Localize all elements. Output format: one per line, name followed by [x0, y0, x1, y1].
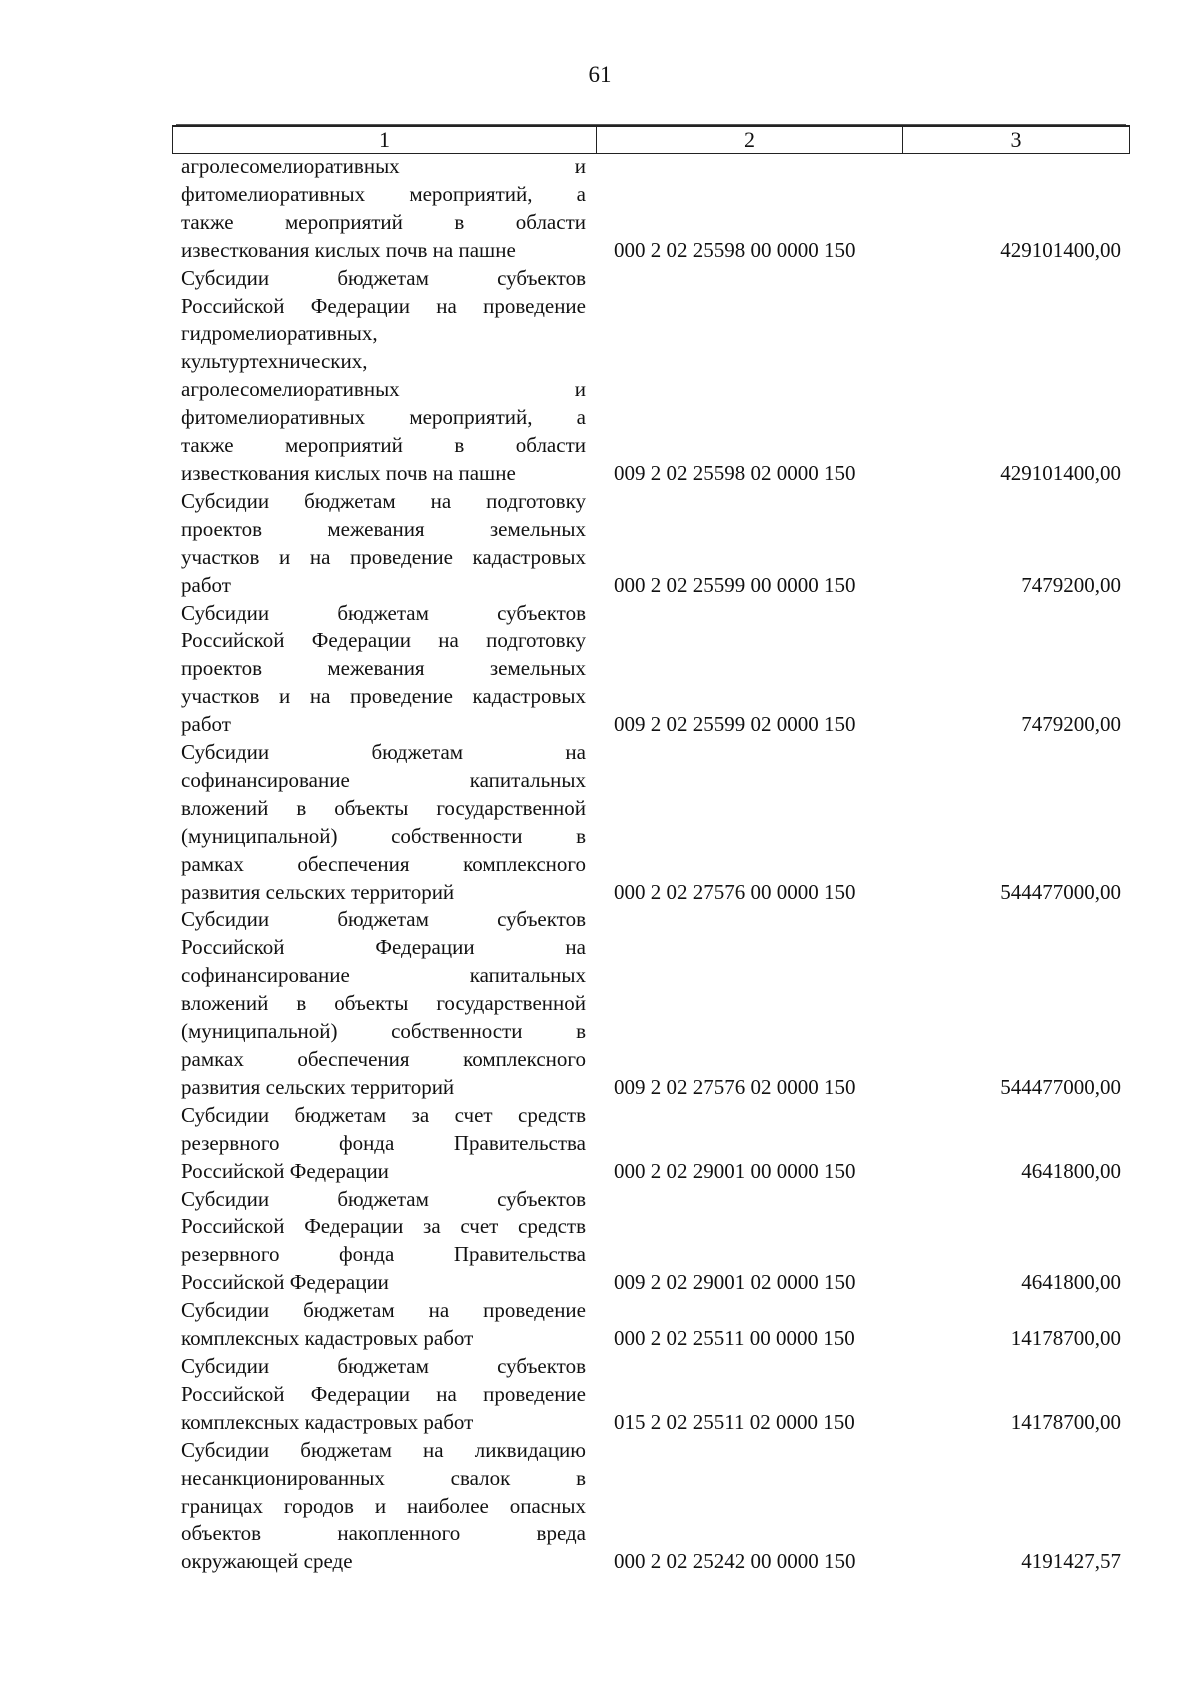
row-budget-code: 000 2 02 25511 00 0000 150 — [614, 1326, 855, 1351]
row-budget-code: 009 2 02 25598 02 0000 150 — [614, 460, 856, 485]
description-line: агролесомелиоративных и — [181, 154, 586, 178]
table-row — [181, 1186, 1121, 1298]
description-line: Субсидии бюджетам субъектов — [181, 265, 586, 290]
description-line: известкования кислых почв на пашне — [181, 237, 516, 262]
table-row — [181, 1437, 1121, 1577]
row-description — [181, 265, 586, 488]
description-line: работ — [181, 712, 231, 737]
description-line: рамках обеспечения комплексного — [181, 851, 586, 876]
row-description — [181, 488, 586, 600]
row-amount: 544477000,00 — [1000, 1074, 1121, 1099]
column-header-1: 1 — [172, 127, 596, 153]
row-budget-code: 000 2 02 25242 00 0000 150 — [614, 1549, 856, 1574]
description-line: рамках обеспечения комплексного — [181, 1047, 586, 1071]
description-line: (муниципальной) собственности в — [181, 1019, 586, 1044]
row-budget-code: 000 2 02 25599 00 0000 150 — [614, 572, 856, 597]
description-line: Российской Федерации на проведение — [181, 1381, 586, 1406]
description-line: участков и на проведение кадастровых — [181, 544, 586, 569]
row-description — [181, 153, 586, 265]
page-number: 61 — [588, 62, 612, 87]
row-description — [181, 1102, 586, 1186]
description-line: работ — [181, 572, 231, 597]
table-row — [181, 153, 1121, 265]
description-line: окружающей среде — [181, 1549, 353, 1574]
description-line: комплексных кадастровых работ — [181, 1409, 474, 1434]
description-line: Субсидии бюджетам на проведение — [181, 1298, 586, 1323]
row-amount: 14178700,00 — [1010, 1409, 1121, 1434]
description-line: Субсидии бюджетам на подготовку — [181, 488, 586, 513]
description-line: проектов межевания земельных — [181, 516, 586, 541]
row-amount: 429101400,00 — [1000, 460, 1121, 485]
description-line: (муниципальной) собственности в — [181, 823, 586, 848]
row-description — [181, 600, 586, 740]
row-description — [181, 739, 586, 906]
row-budget-code: 000 2 02 29001 00 0000 150 — [614, 1158, 856, 1183]
description-line: комплексных кадастровых работ — [181, 1326, 474, 1351]
row-amount: 14178700,00 — [1010, 1326, 1121, 1351]
description-line: софинансирование капитальных — [181, 963, 586, 988]
description-line: проектов межевания земельных — [181, 656, 586, 681]
column-header-2: 2 — [596, 127, 902, 153]
description-line: Субсидии бюджетам на ликвидацию — [181, 1437, 586, 1462]
row-budget-code: 015 2 02 25511 02 0000 150 — [614, 1409, 855, 1434]
description-line: фитомелиоративных мероприятий, а — [181, 181, 586, 206]
description-line: Российской Федерации на подготовку — [181, 628, 586, 653]
row-description — [181, 1297, 586, 1353]
table-row — [181, 739, 1121, 906]
row-amount: 7479200,00 — [1021, 572, 1121, 597]
description-line: Российской Федерации на — [181, 935, 586, 960]
description-line: фитомелиоративных мероприятий, а — [181, 405, 586, 430]
description-line: развития сельских территорий — [181, 879, 455, 904]
row-amount: 7479200,00 — [1021, 712, 1121, 737]
table-row — [181, 1102, 1121, 1186]
description-line: Субсидии бюджетам субъектов — [181, 1186, 586, 1211]
description-line: Российской Федерации на проведение — [181, 293, 586, 318]
row-budget-code: 000 2 02 27576 00 0000 150 — [614, 879, 856, 904]
description-line: развития сельских территорий — [181, 1074, 455, 1099]
row-budget-code: 009 2 02 27576 02 0000 150 — [614, 1074, 856, 1099]
table-row — [181, 1353, 1121, 1437]
description-line: несанкционированных свалок в — [181, 1465, 586, 1490]
row-amount: 4191427,57 — [1021, 1549, 1121, 1574]
description-line: также мероприятий в области — [181, 209, 586, 234]
row-description — [181, 1186, 586, 1298]
description-line: резервного фонда Правительства — [181, 1130, 586, 1155]
description-line: Российской Федерации — [181, 1270, 389, 1295]
description-line: резервного фонда Правительства — [181, 1242, 586, 1267]
description-line: Субсидии бюджетам субъектов — [181, 1353, 586, 1378]
table-row — [181, 1297, 1121, 1353]
row-description — [181, 1353, 586, 1437]
description-line: Субсидии бюджетам субъектов — [181, 600, 586, 625]
description-line: культуртехнических, — [181, 349, 368, 374]
description-line: вложений в объекты государственной — [181, 991, 586, 1016]
row-budget-code: 009 2 02 25599 02 0000 150 — [614, 712, 856, 737]
column-header-3: 3 — [902, 127, 1130, 153]
description-line: известкования кислых почв на пашне — [181, 460, 516, 485]
description-line: также мероприятий в области — [181, 433, 586, 458]
row-amount: 4641800,00 — [1021, 1158, 1121, 1183]
description-line: Российской Федерации за счет средств — [181, 1214, 586, 1239]
description-line: объектов накопленного вреда — [181, 1521, 586, 1546]
row-amount: 4641800,00 — [1021, 1270, 1121, 1295]
budget-table-body — [181, 153, 1121, 1576]
description-line: вложений в объекты государственной — [181, 795, 586, 820]
description-line: Российской Федерации — [181, 1158, 389, 1183]
table-row — [181, 906, 1121, 1101]
description-line: гидромелиоративных, — [181, 321, 378, 346]
description-line: участков и на проведение кадастровых — [181, 684, 586, 709]
row-description — [181, 1437, 586, 1577]
table-row — [181, 488, 1121, 600]
table-header — [172, 125, 1130, 154]
description-line: Субсидии бюджетам за счет средств — [181, 1102, 586, 1127]
row-amount: 544477000,00 — [1000, 879, 1121, 904]
table-row — [181, 600, 1121, 740]
table-row — [181, 265, 1121, 488]
description-line: агролесомелиоративных и — [181, 377, 586, 402]
description-line: Субсидии бюджетам на — [181, 740, 586, 765]
row-budget-code: 009 2 02 29001 02 0000 150 — [614, 1270, 856, 1295]
row-budget-code: 000 2 02 25598 00 0000 150 — [614, 237, 856, 262]
description-line: границах городов и наиболее опасных — [181, 1493, 586, 1518]
row-amount: 429101400,00 — [1000, 237, 1121, 262]
description-line: софинансирование капитальных — [181, 767, 586, 792]
description-line: Субсидии бюджетам субъектов — [181, 907, 586, 932]
row-description — [181, 906, 586, 1101]
